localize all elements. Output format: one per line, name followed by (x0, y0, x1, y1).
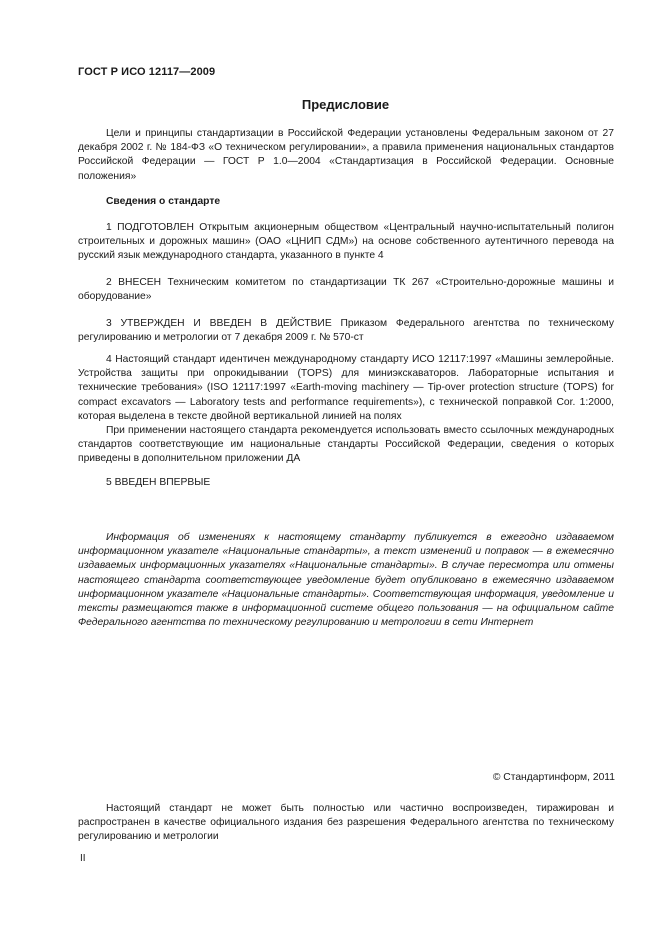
reproduction-notice-paragraph: Настоящий стандарт не может быть полностью или частично воспроизведен, тиражирован и распространен в качестве официального издания без разрешения Федерального агентства по техническому регулированию и метрологии (78, 803, 614, 843)
copyright-line: © Стандартинформ, 2011 (492, 772, 615, 783)
changes-notice-paragraph: Информация об изменениях к настоящему стандарту публикуется в ежегодно издаваемом информационном указателе «Национальные стандарты», а текст изменений и поправок — в ежемесячно издаваемых информационных указателях «Национальные стандарты». В случае пересмотра или отмены настоящего стандарта соответствующее уведомление будет опубликовано в ежемесячно издаваемом информационном указателе «Национальные стандарты». Соответствующая информация, уведомление и тексты размещаются также в информационной системе общего пользования — на официальном сайте Федерального агентства по техническому регулированию и метрологии в сети Интернет (78, 532, 614, 629)
standard-number-header: ГОСТ Р ИСО 12117—2009 (78, 66, 216, 78)
item-4-note-paragraph: При применении настоящего стандарта рекомендуется использовать вместо ссылочных международных стандартов соответствующие им национальные стандарты Российской Федерации, сведения о которых приведены в дополнительном приложении ДА (78, 425, 614, 465)
page-title: Предисловие (301, 97, 390, 112)
item-5-paragraph: 5 ВВЕДЕН ВПЕРВЫЕ (106, 477, 211, 488)
item-2-paragraph: 2 ВНЕСЕН Техническим комитетом по стандартизации ТК 267 «Строительно-дорожные машины и оборудование» (78, 277, 614, 303)
item-4-paragraph: 4 Настоящий стандарт идентичен международному стандарту ИСО 12117:1997 «Машины землеройные. Устройства защиты при опрокидывании (TOPS) для миниэкскаваторов. Лабораторные испытания и технические требования» (ISO 12117:1997 «Earth-moving machinery — Tip-over protection structure (TOPS) for compact excavators — Laboratory tests and performance requirements»), с технической поправкой Cor. 1:2000, которая выделена в тексте двойной вертикальной линией на полях (78, 354, 614, 422)
item-1-paragraph: 1 ПОДГОТОВЛЕН Открытым акционерным обществом «Центральный научно-испытательный полигон строительных и дорожных машин» (ОАО «ЦНИП СДМ») на основе собственного аутентичного перевода на русский язык международного стандарта, указанного в пункте 4 (78, 222, 614, 262)
page-number: II (80, 853, 86, 864)
info-heading: Сведения о стандарте (106, 196, 221, 207)
intro-paragraph: Цели и принципы стандартизации в Российской Федерации установлены Федеральным законом от 27 декабря 2002 г. № 184-ФЗ «О техническом регулировании», а правила применения национальных стандартов Российской Федерации — ГОСТ Р 1.0—2004 «Стандартизация в Российской Федерации. Основные положения» (78, 128, 614, 182)
item-3-paragraph: 3 УТВЕРЖДЕН И ВВЕДЕН В ДЕЙСТВИЕ Приказом Федерального агентства по техническому регулированию и метрологии от 7 декабря 2009 г. № 570-ст (78, 318, 614, 344)
